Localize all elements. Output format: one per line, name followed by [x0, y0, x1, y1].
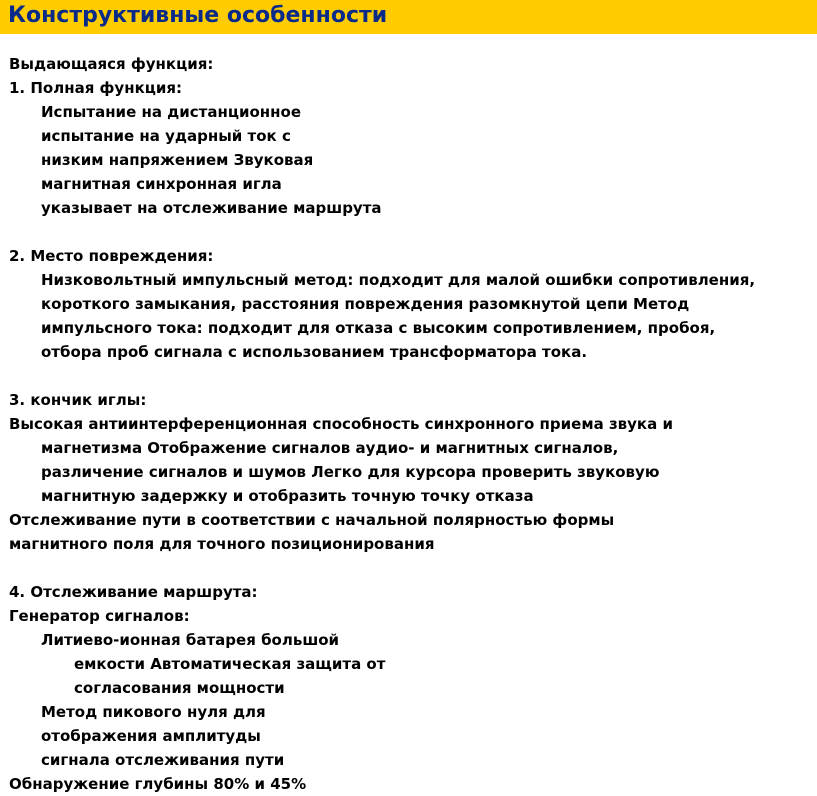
section-1-line: испытание на ударный ток с: [41, 127, 291, 145]
section-4-line: отображения амплитуды: [41, 727, 261, 745]
section-4-depth: Обнаружение глубины 80% и 45%: [9, 775, 307, 793]
section-2-line: импульсного тока: подходит для отказа с высоким сопротивлением, пробоя,: [41, 319, 716, 337]
section-3-heading: 3. кончик иглы:: [9, 391, 147, 409]
section-3-line: магнетизма Отображение сигналов аудио- и магнитных сигналов,: [41, 439, 619, 457]
section-2-line: короткого замыкания, расстояния повреждения разомкнутой цепи Метод: [41, 295, 690, 313]
section-2-heading: 2. Место повреждения:: [9, 247, 214, 265]
section-4-line: согласования мощности: [74, 679, 285, 697]
section-3-line: магнитного поля для точного позиционирования: [9, 535, 435, 553]
section-3-line: различение сигналов и шумов Легко для курсора проверить звуковую: [41, 463, 660, 481]
section-3-line: Отслеживание пути в соответствии с начальной полярностью формы: [9, 511, 615, 529]
section-1-line: Испытание на дистанционное: [41, 103, 302, 121]
spacer: [0, 364, 817, 388]
section-4-heading: 4. Отслеживание маршрута:: [9, 583, 258, 601]
section-4-line: емкости Автоматическая защита от: [74, 655, 386, 673]
document-body: [0, 52, 817, 796]
section-4-line: Метод пикового нуля для: [41, 703, 266, 721]
section-4-line: сигнала отслеживания пути: [41, 751, 285, 769]
section-3-line: магнитную задержку и отобразить точную точку отказа: [41, 487, 534, 505]
section-1-line: указывает на отслеживание маршрута: [41, 199, 382, 217]
spacer: [0, 220, 817, 244]
section-1-heading: 1. Полная функция:: [9, 79, 183, 97]
section-2-line: отбора проб сигнала с использованием трансформатора тока.: [41, 343, 588, 361]
section-1-line: магнитная синхронная игла: [41, 175, 282, 193]
section-3-line: Высокая антиинтерференционная способность синхронного приема звука и: [9, 415, 673, 433]
section-2-line: Низковольтный импульсный метод: подходит для малой ошибки сопротивления,: [41, 271, 756, 289]
header-bar: [0, 0, 817, 34]
section-4-subheading: Генератор сигналов:: [9, 607, 190, 625]
page-title: Конструктивные особенности: [8, 3, 388, 28]
spacer: [0, 556, 817, 580]
section-4-line: Литиево-ионная батарея большой: [41, 631, 340, 649]
intro-heading: Выдающаяся функция:: [9, 55, 214, 73]
section-1-line: низким напряжением Звуковая: [41, 151, 314, 169]
